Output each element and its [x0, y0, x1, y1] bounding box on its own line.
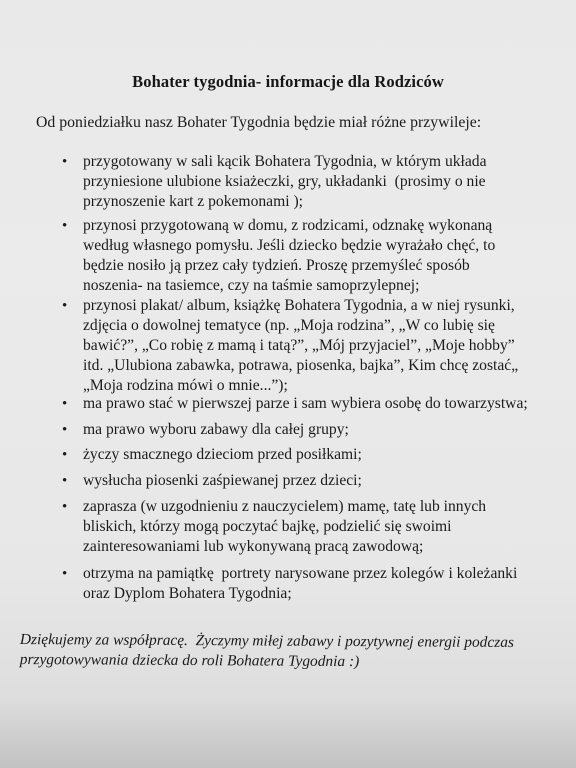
bullet-icon: • — [62, 396, 68, 412]
document-title: Bohater tygodnia- informacje dla Rodziców — [132, 72, 444, 91]
bullet-icon: • — [62, 298, 68, 314]
bullet-icon: • — [62, 154, 68, 170]
intro-text: Od poniedziałku nasz Bohater Tygodnia będzie miał różne przywileje: — [36, 114, 482, 131]
list-item-text: ma prawo stać w pierwszej parze i sam wybiera osobę do towarzystwa; — [83, 395, 528, 412]
bullet-icon: • — [62, 447, 68, 463]
bullet-icon: • — [62, 499, 68, 515]
bullet-icon: • — [62, 473, 68, 489]
list-item-text: zaprasza (w uzgodnieniu z nauczycielem) mamę, tatę lub innych bliskich, którzy mogą poczytać bajkę, podzielić się swoimi zainteresowaniami lub wykonywaną pracą zawodową; — [83, 498, 487, 555]
bullet-icon: • — [62, 218, 68, 234]
list-item-text: przynosi przygotowaną w domu, z rodzicami, odznakę wykonaną według własnego pomysłu. Jeśli dziecko będzie wyrażało chęć, to będzie nosiło ją przez cały tydzień. Proszę przemyśleć sposób noszenia- na tasiemce, czy na taśmie samoprzylepnej; — [83, 217, 496, 294]
bullet-icon: • — [62, 422, 68, 438]
thank-you-note: Dziękujemy za współpracę. Życzymy miłej zabawy i pozytywnej energii podczas przygotowywania dziecka do roli Bohatera Tygodnia :) — [19, 631, 514, 670]
list-item-text: przygotowany w sali kącik Bohatera Tygodnia, w którym układa przyniesione ulubione ksiażeczki, gry, układanki (prosimy o nie przynoszenie kart z pokemonami ); — [83, 153, 487, 210]
list-item-text: otrzyma na pamiątkę portrety narysowane przez kolegów i koleżanki oraz Dyplom Bohatera Tygodnia; — [83, 565, 518, 602]
list-item-text: życzy smacznego dzieciom przed posiłkami; — [83, 446, 362, 463]
bullet-icon: • — [62, 566, 68, 582]
list-item-text: przynosi plakat/ album, książkę Bohatera Tygodnia, a w niej rysunki, zdjęcia o dowolnej tematyce (np. „Moja rodzina”, „W co lubię się bawić?”, „Co robię z mamą i tatą?”, „Mój przyjaciel”, „Moje hobby” itd. „Ulubiona zabawka, potrawa, piosenka, bajka”, Kim chcę zostać„ „Moja rodzina mówi o mnie...”); — [83, 297, 519, 394]
list-item-text: wysłucha piosenki zaśpiewanej przez dzieci; — [83, 472, 362, 489]
list-item-text: ma prawo wyboru zabawy dla całej grupy; — [83, 421, 349, 438]
